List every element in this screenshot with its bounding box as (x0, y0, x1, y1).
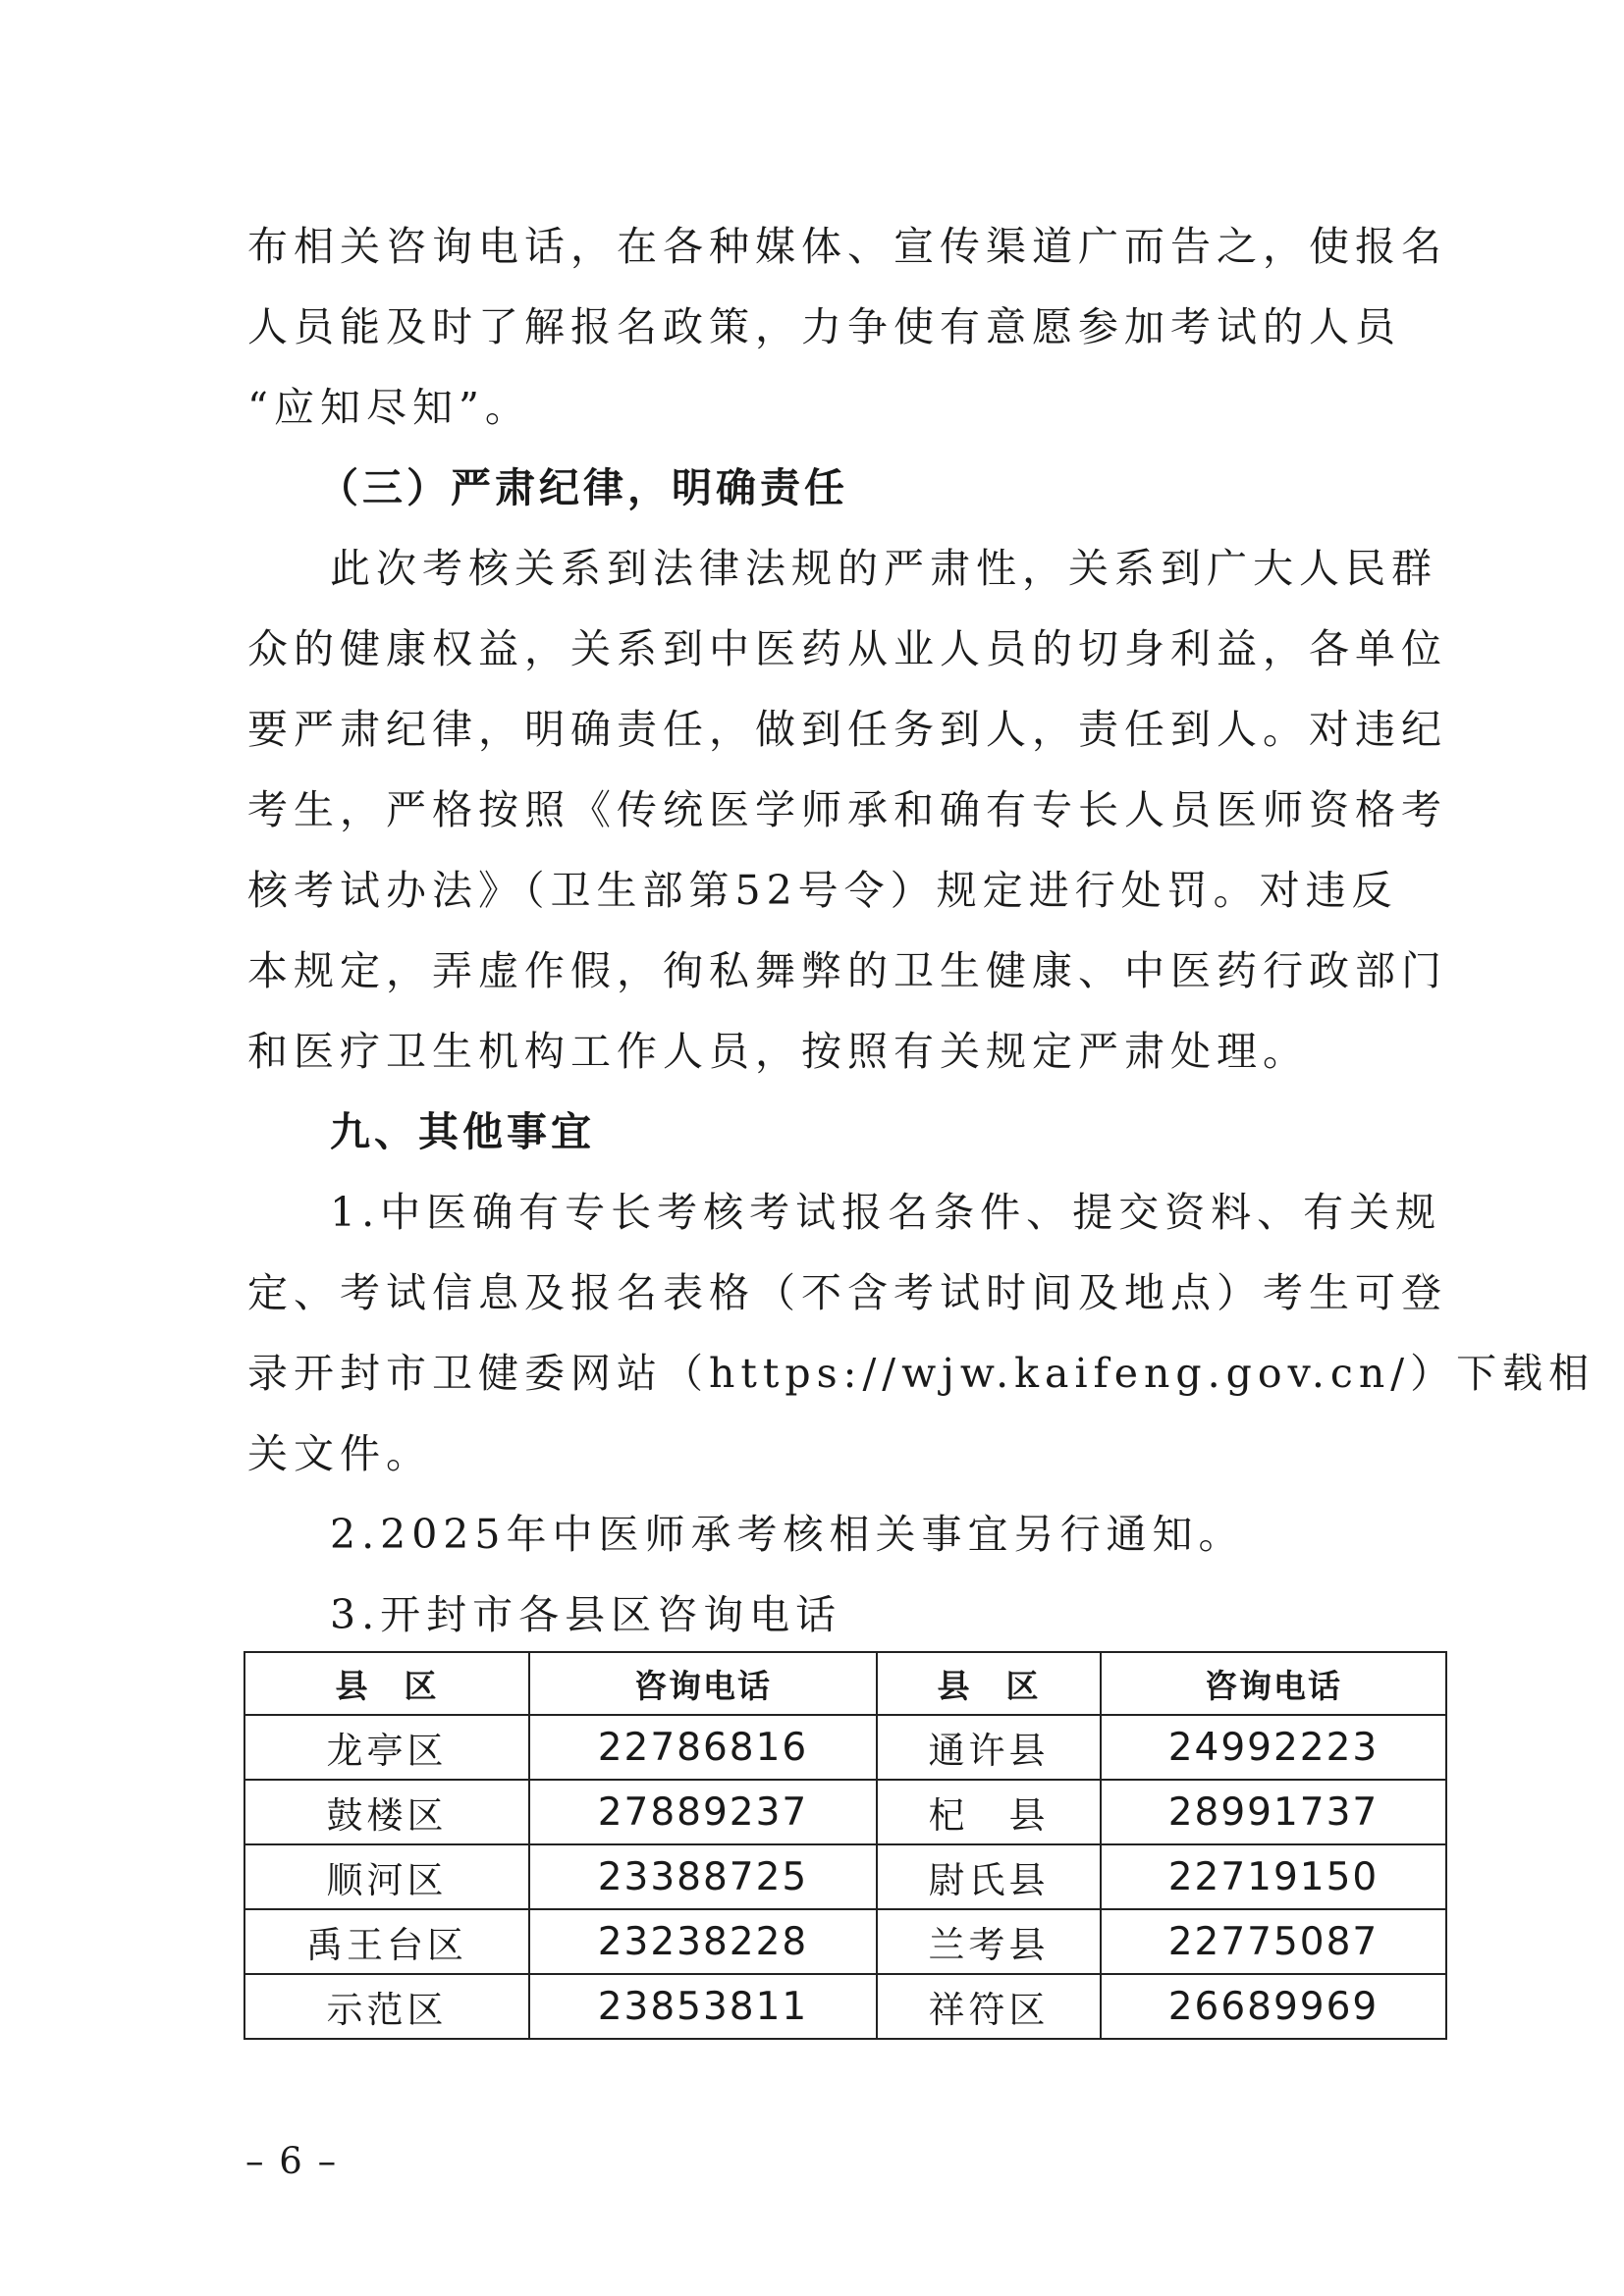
column-header-phone: 咨询电话 (1101, 1652, 1446, 1715)
body-line: 此次考核关系到法律法规的严肃性，关系到广大人民群 (330, 545, 1437, 592)
page-number: – 6 – (245, 2140, 339, 2182)
body-line: 众的健康权益，关系到中医药从业人员的切身利益，各单位 (247, 625, 1447, 672)
body-line: 关文件。 (247, 1430, 432, 1477)
phone-cell: 26689969 (1101, 1974, 1446, 2039)
table-row (244, 1715, 1446, 1780)
column-header-district: 县 区 (244, 1652, 529, 1715)
table-row (244, 1844, 1446, 1909)
body-line: 定、考试信息及报名表格（不含考试时间及地点）考生可登 (247, 1269, 1447, 1316)
phone-cell: 23853811 (529, 1974, 877, 2039)
body-line: 要严肃纪律，明确责任，做到任务到人，责任到人。对违纪 (247, 706, 1447, 753)
phone-cell: 24992223 (1101, 1715, 1446, 1780)
body-line: 录开封市卫健委网站（https://wjw.kaifeng.gov.cn/）下载相 (247, 1350, 1596, 1397)
paragraph-continuation (247, 206, 1447, 448)
district-cell: 通许县 (877, 1715, 1101, 1780)
phone-cell: 27889237 (529, 1780, 877, 1844)
district-cell: 示范区 (244, 1974, 529, 2039)
district-cell: 鼓楼区 (244, 1780, 529, 1844)
district-cell: 祥符区 (877, 1974, 1101, 2039)
subsection-discipline (247, 448, 1447, 1092)
district-cell: 尉氏县 (877, 1844, 1101, 1909)
table-row (244, 1974, 1446, 2039)
district-cell: 禹王台区 (244, 1909, 529, 1974)
table-row (244, 1780, 1446, 1844)
district-cell: 兰考县 (877, 1909, 1101, 1974)
phone-cell: 23238228 (529, 1909, 877, 1974)
table-caption: 3.开封市各县区咨询电话 (330, 1591, 842, 1638)
phone-cell: 28991737 (1101, 1780, 1446, 1844)
body-line: 1.中医确有专长考核考试报名条件、提交资料、有关规 (330, 1189, 1442, 1236)
consultation-phone-table (244, 1651, 1447, 2040)
section-other-matters (247, 1092, 1596, 1655)
district-cell: 顺河区 (244, 1844, 529, 1909)
subsection-heading: （三）严肃纪律，明确责任 (318, 464, 848, 511)
body-line: 布相关咨询电话，在各种媒体、宣传渠道广而告之，使报名 (247, 223, 1447, 270)
body-line: 核考试办法》（卫生部第52号令）规定进行处罚。对违反 (247, 867, 1398, 914)
body-line: “应知尽知”。 (247, 384, 531, 431)
phone-cell: 23388725 (529, 1844, 877, 1909)
body-line: 2.2025年中医师承考核相关事宜另行通知。 (330, 1511, 1245, 1558)
column-header-district: 县 区 (877, 1652, 1101, 1715)
body-line: 考生，严格按照《传统医学师承和确有专长人员医师资格考 (247, 786, 1447, 833)
table-row (244, 1909, 1446, 1974)
body-line: 本规定，弄虚作假，徇私舞弊的卫生健康、中医药行政部门 (247, 947, 1447, 994)
table-header-row (244, 1652, 1446, 1715)
column-header-phone: 咨询电话 (529, 1652, 877, 1715)
body-line: 和医疗卫生机构工作人员，按照有关规定严肃处理。 (247, 1028, 1309, 1075)
section-heading: 九、其他事宜 (330, 1108, 595, 1155)
phone-cell: 22719150 (1101, 1844, 1446, 1909)
district-cell: 龙亭区 (244, 1715, 529, 1780)
district-cell: 杞 县 (877, 1780, 1101, 1844)
phone-cell: 22786816 (529, 1715, 877, 1780)
phone-cell: 22775087 (1101, 1909, 1446, 1974)
body-line: 人员能及时了解报名政策，力争使有意愿参加考试的人员 (247, 303, 1401, 350)
